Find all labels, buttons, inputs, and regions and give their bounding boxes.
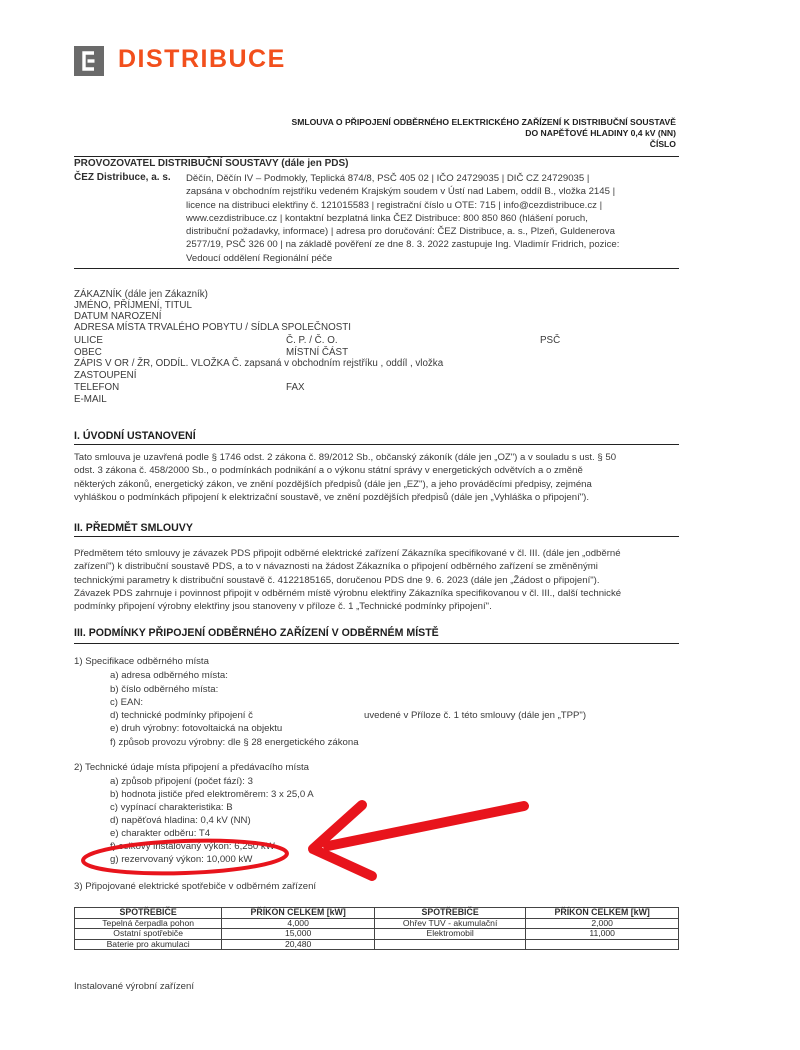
pds-detail-line: 2577/19, PSČ 326 00 | na základě pověření ze dne 8. 3. 2022 zastupuje Ing. Vladimír Fridrich, pozice:: [186, 239, 620, 251]
paragraph-line: Závazek PDS zahrnuje i povinnost připojit v odběrném místě výrobnu elektřiny Zákazníka specifikovanou v čl. III., další technické: [74, 587, 622, 599]
street-label: ULICE: [74, 335, 103, 346]
section-2-title: II. PŘEDMĚT SMLOUVY: [74, 522, 193, 534]
pds-detail-line: distribuční požadavky, informace) | adresa pro doručování: ČEZ Distribuce, a. s., Plzeň, Guldenerova: [186, 226, 615, 238]
annotation-red-ellipse: [83, 837, 288, 876]
city-label: OBEC: [74, 347, 102, 358]
spec-plant-type: e) druh výrobny: fotovoltaická na objektu: [110, 723, 283, 734]
column-header: PŘÍKON CELKEM [kW]: [526, 908, 679, 919]
footer-text: Instalované výrobní zařízení: [74, 981, 194, 992]
registry-label: ZÁPIS V OR / ŽR, ODDÍL. VLOŽKA Č. zapsaná v obchodním rejstříku , oddíl , vložka: [74, 358, 444, 369]
section-1-title: I. ÚVODNÍ USTANOVENÍ: [74, 430, 196, 442]
spec-site-number: b) číslo odběrného místa:: [110, 684, 219, 695]
fax-label: FAX: [286, 382, 305, 393]
paragraph-line: Předmětem této smlouvy je závazek PDS připojit odběrné elektrické zařízení Zákazníka specifikované v čl. III. (dále jen „odběrné: [74, 548, 621, 559]
pds-detail-line: Vedoucí oddělení Regionální péče: [186, 252, 333, 264]
annotation-red-arrow: [313, 805, 524, 876]
paragraph-line: zařízení") k distribuční soustavě PDS, a to v návaznosti na žádost Zákazníka o připojení odběrného zařízení se změněnými: [74, 561, 598, 573]
column-header: PŘÍKON CELKEM [kW]: [222, 908, 375, 919]
birth-date-label: DATUM NAROZENÍ: [74, 311, 162, 322]
email-label: E-MAIL: [74, 394, 107, 405]
table-cell: Ohřev TUV - akumulační: [374, 918, 525, 929]
pds-detail-line: licence na distribuci elektřiny č. 121015583 | registrační číslo u OTE: 715 | info@cezdistribuce.cz |: [186, 199, 603, 211]
tech-installed-power: f) celkový instalovaný výkon: 6,250 kW: [110, 841, 275, 852]
pds-detail-line: Děčín, Děčín IV – Podmokly, Teplická 874/8, PSČ 405 02 | IČO 24729035 | DIČ CZ 24729035 |: [186, 173, 590, 184]
table-cell: Ostatní spotřebiče: [75, 929, 222, 940]
spec-tech-conditions: d) technické podmínky připojení č: [110, 710, 253, 721]
section-3-title: III. PODMÍNKY PŘIPOJENÍ ODBĚRNÉHO ZAŘÍZENÍ V ODBĚRNÉM MÍSTĚ: [74, 627, 439, 639]
logo-text: DISTRIBUCE: [118, 45, 286, 73]
table-cell: Baterie pro akumulaci: [75, 939, 222, 950]
contract-number-label: ČÍSLO: [649, 139, 676, 149]
pds-company-name: ČEZ Distribuce, a. s.: [74, 172, 171, 183]
paragraph-line: vyhláškou o podmínkách připojení k elektrizační soustavě, ve znění pozdějších předpisů (dále jen „Vyhláška o připojení").: [74, 491, 589, 503]
paragraph-line: některých zákonů, energetický zákon, ve znění pozdějších předpisů (dále jen „EZ"), a jeho prováděcími předpisy, zejména: [74, 478, 592, 490]
spec-ean: c) EAN:: [110, 697, 144, 708]
tech-trip-characteristic: c) vypínací charakteristika: B: [110, 802, 233, 813]
column-header: SPOTŘEBIČE: [374, 908, 525, 919]
table-cell: Elektromobil: [374, 929, 525, 940]
phone-label: TELEFON: [74, 382, 120, 393]
pds-detail-line: zapsána v obchodním rejstříku vedeném Krajským soudem v Ústí nad Labem, oddíl B., vložka 2145 |: [186, 186, 616, 198]
table-cell: 4,000: [222, 918, 375, 929]
paragraph-line: podmínky připojení výrobny elektřiny jsou stanoveny v příloze č. 1 „Technické podmínky připojení".: [74, 601, 492, 613]
district-label: MÍSTNÍ ČÁST: [286, 347, 349, 358]
pds-section-title: PROVOZOVATEL DISTRIBUČNÍ SOUSTAVY (dále jen PDS): [74, 158, 349, 169]
customer-name-label: JMÉNO, PŘÍJMENÍ, TITUL: [74, 300, 192, 311]
tech-reserved-power: g) rezervovaný výkon: 10,000 kW: [110, 854, 253, 865]
table-cell: 2,000: [526, 918, 679, 929]
appliances-title: 3) Připojované elektrické spotřebiče v odběrném zařízení: [74, 881, 317, 892]
address-label: ADRESA MÍSTA TRVALÉHO POBYTU / SÍDLA SPOLEČNOSTI: [74, 322, 351, 333]
postal-code-label: PSČ: [540, 335, 561, 346]
representation-label: ZASTOUPENÍ: [74, 370, 137, 381]
tech-breaker: b) hodnota jističe před elektroměrem: 3 x 25,0 A: [110, 789, 314, 800]
tech-phases: a) způsob připojení (počet fází): 3: [110, 776, 253, 787]
column-header: SPOTŘEBIČE: [75, 908, 222, 919]
tech-data-title: 2) Technické údaje místa připojení a předávacího místa: [74, 762, 309, 773]
tech-consumption-type: e) charakter odběru: T4: [110, 828, 211, 839]
spec-operation-mode: f) způsob provozu výrobny: dle § 28 energetického zákona: [110, 737, 359, 748]
paragraph-line: Tato smlouva je uzavřená podle § 1746 odst. 2 zákona č. 89/2012 Sb., občanský zákoník (dále jen „OZ") a v souladu s ust. § 50: [74, 452, 617, 463]
pds-detail-line: www.cezdistribuce.cz | kontaktní bezplatná linka ČEZ Distribuce: 800 850 860 (hlášení poruch,: [186, 212, 588, 224]
table-cell: 11,000: [526, 929, 679, 940]
table-cell: Tepelná čerpadla pohon: [75, 918, 222, 929]
table-cell: 20,480: [222, 939, 375, 950]
spec-address: a) adresa odběrného místa:: [110, 670, 228, 681]
tech-voltage-level: d) napěťová hladina: 0,4 kV (NN): [110, 815, 251, 826]
paragraph-line: technickými parametry k distribuční soustavě č. 4122185165, doručenou PDS dne 9. 6. 2023 (dále jen „Žádost o připojení").: [74, 574, 600, 586]
paragraph-line: odst. 3 zákona č. 458/2000 Sb., o podmínkách podnikání a o výkonu státní správy v energetických odvětvích a o změně: [74, 465, 583, 477]
contract-title-line2: DO NAPĚŤOVÉ HLADINY 0,4 kV (NN): [525, 128, 676, 138]
table-cell: 15,000: [222, 929, 375, 940]
customer-label: ZÁKAZNÍK (dále jen Zákazník): [74, 289, 208, 300]
contract-title-line1: SMLOUVA O PŘIPOJENÍ ODBĚRNÉHO ELEKTRICKÉHO ZAŘÍZENÍ K DISTRIBUČNÍ SOUSTAVĚ: [291, 117, 676, 127]
site-spec-title: 1) Specifikace odběrného místa: [74, 656, 209, 667]
house-number-label: Č. P. / Č. O.: [286, 335, 338, 346]
spec-tech-conditions-suffix: uvedené v Příloze č. 1 této smlouvy (dále jen „TPP"): [364, 710, 587, 721]
